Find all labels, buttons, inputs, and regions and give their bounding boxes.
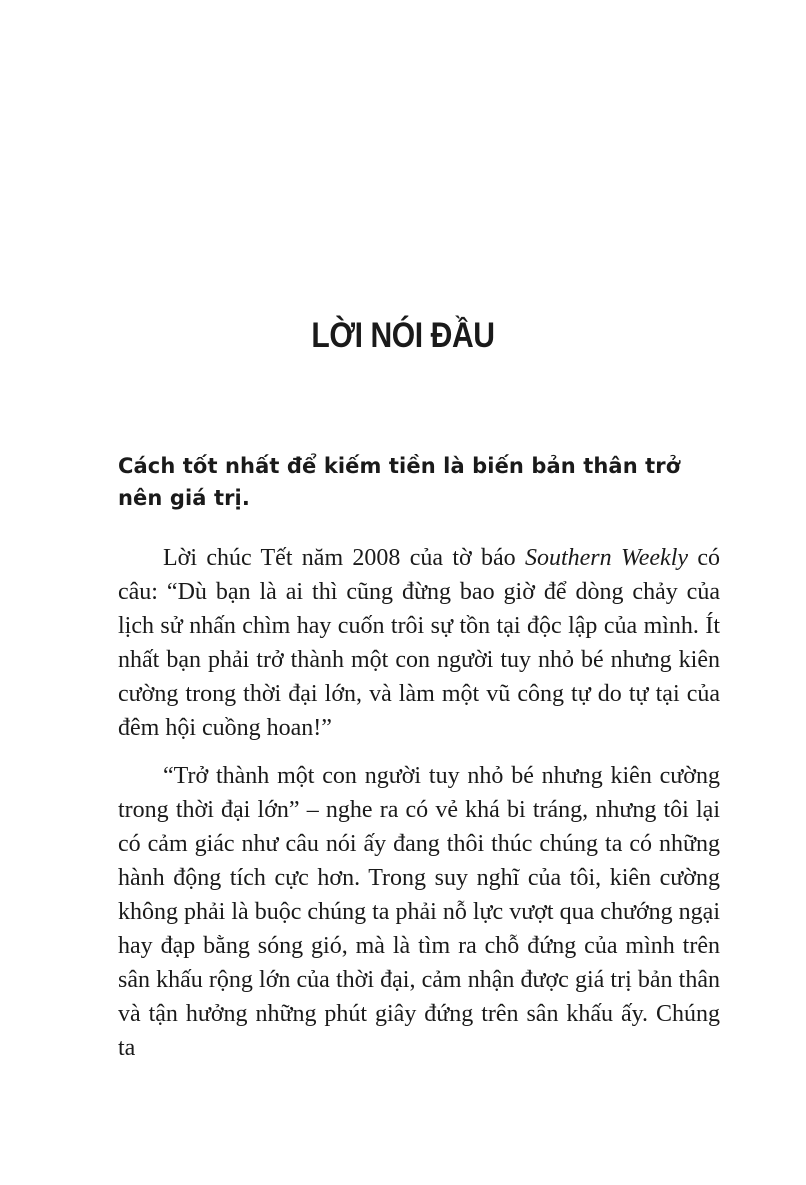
newspaper-name: Southern Weekly <box>524 545 689 571</box>
body-text <box>118 541 720 1079</box>
paragraph-1 <box>118 541 720 745</box>
paragraph-1-start: Lời chúc Tết năm 2008 của tờ báo <box>163 545 525 571</box>
chapter-title: LỜI NÓI ĐẦU <box>311 316 495 355</box>
lead-statement: Cách tốt nhất để kiếm tiền là biến bản thân trở nên giá trị. <box>118 454 681 510</box>
paragraph-2: “Trở thành một con người tuy nhỏ bé nhưng kiên cường trong thời đại lớn” – nghe ra có vẻ khá bi tráng, nhưng tôi lại có cảm giác như câu nói ấy đang thôi thúc chúng ta có những hành động tích cực hơn. Trong suy nghĩ của tôi, kiên cường không phải là buộc chúng ta phải nỗ lực vượt qua chướng ngại hay đạp bằng sóng gió, mà là tìm ra chỗ đứng của mình trên sân khấu rộng lớn của thời đại, cảm nhận được giá trị bản thân và tận hưởng những phút giây đứng trên sân khấu ấy. Chúng ta <box>118 763 720 1061</box>
paragraph-1-rest: có câu: “Dù bạn là ai thì cũng đừng bao giờ để dòng chảy của lịch sử nhấn chìm hay cuốn trôi sự tồn tại độc lập của mình. Ít nhất bạn phải trở thành một con người tuy nhỏ bé nhưng kiên cường trong thời đại lớn, và làm một vũ công tự do tự tại của đêm hội cuồng hoan!” <box>118 545 720 741</box>
